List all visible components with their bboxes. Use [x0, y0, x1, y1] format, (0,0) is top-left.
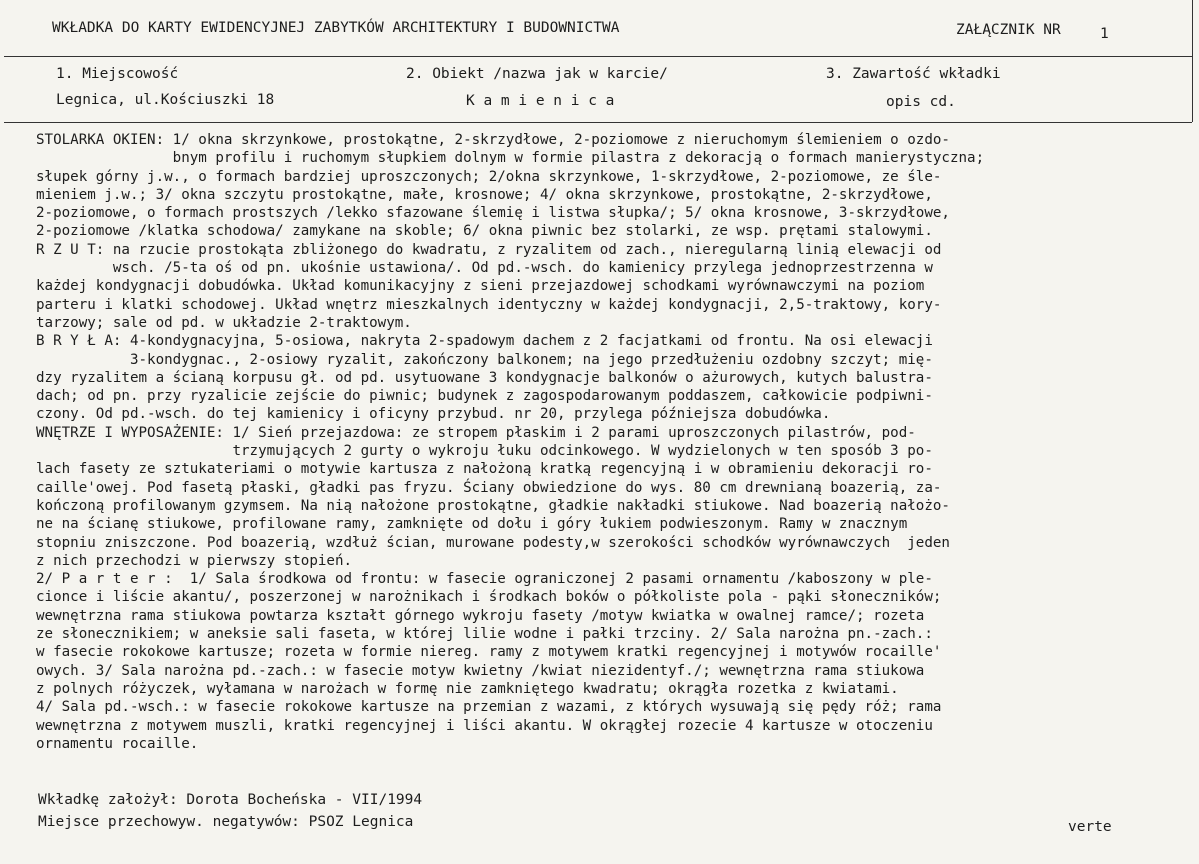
content-label: 3. Zawartość wkładki: [826, 66, 1001, 82]
wnetrze-line: z nich przechodzi w pierwszy stopień.: [36, 552, 353, 569]
header-divider-bottom: [4, 122, 1192, 123]
bryla-line: dzy ryzalitem a ścianą korpusu gł. od pd. usytuowane 3 kondygnacje balkonów o ażurowych, kutych balustra-: [36, 369, 933, 386]
description-body: [36, 131, 1146, 753]
author-note: Wkładkę założył: Dorota Bocheńska - VII/1994: [38, 792, 423, 808]
wnetrze-line: ze słonecznikiem; w aneksie sali faseta, w której lilie wodne i pałki trzciny. 2/ Sala narożna pn.-zach.:: [36, 626, 933, 643]
wnetrze-line: kończoną profilowanym gzymsem. Na nią nałożone prostokątne, gładkie nakładki stiukowe. Nad boazerią nałożo-: [36, 497, 950, 514]
wnetrze-line: w fasecie rokokowe kartusze; rozeta w formie niereg. ramy z motywem kratki regencyjnej i motywów rocaille': [36, 644, 942, 661]
header-divider-top: [4, 56, 1192, 57]
wnetrze-line: wewnętrzna z motywem muszli, kratki regencyjnej i liści akantu. W okrągłej rozecie 4 kartusze w otoczeniu: [36, 717, 933, 734]
wnetrze-line: cionce i liście akantu/, poszerzonej w narożnikach i środkach boków o półkoliste pola - pąki słoneczników;: [36, 589, 942, 606]
rzut-line: parteru i klatki schodowej. Układ wnętrz mieszkalnych identyczny w każdej kondygnacji, 2,5-traktowy, kory-: [36, 296, 942, 313]
rzut-line: wsch. /5-ta oś od pn. ukośnie ustawiona/. Od pd.-wsch. do kamienicy przylega jednoprzestrzenna w: [36, 260, 933, 277]
negatives-location: Miejsce przechowyw. negatywów: PSOZ Legnica: [38, 814, 414, 830]
stolarka-line: bnym profilu i ruchomym słupkiem dolnym w formie pilastra z dekoracją o formach manierystyczna;: [36, 150, 993, 167]
stolarka-line: słupek górny j.w., o formach bardziej uproszczonych; 2/okna skrzynkowe, 1-skrzydłowe, 2-poziomowe, ze śle-: [36, 168, 942, 185]
wnetrze-line: WNĘTRZE I WYPOSAŻENIE: 1/ Sień przejazdowa: ze stropem płaskim i 2 parami uproszczonych pilastrów, pod-: [36, 424, 916, 441]
bryla-line: dach; od pn. przy ryzalicie zejście do piwnic; budynek z zagospodarowanym poddaszem, całkowicie podpiwni-: [36, 388, 933, 405]
section-stolarka: [36, 131, 1146, 241]
object-label: 2. Obiekt /nazwa jak w karcie/: [406, 66, 668, 82]
verte-note: verte: [1068, 819, 1112, 835]
content-value: opis cd.: [886, 94, 956, 110]
section-wnetrze: [36, 424, 1146, 753]
stolarka-line: 2-poziomowe, o formach prostszych /lekko sfazowane ślemię i listwa słupka/; 5/ okna krosnowe, 3-skrzydłowe,: [36, 205, 950, 222]
place-value: Legnica, ul.Kościuszki 18: [56, 92, 275, 108]
stolarka-line: mieniem j.w.; 3/ okna szczytu prostokątne, małe, krosnowe; 4/ okna skrzynkowe, prostokątne, 2-skrzydłowe,: [36, 186, 933, 203]
section-bryla: [36, 332, 1146, 423]
wnetrze-line: caille'owej. Pod fasetą płaski, gładki pas fryzu. Ściany obwiedzione do wys. 80 cm drewnianą boazerią, za-: [36, 479, 942, 496]
bryla-line: B R Y Ł A: 4-kondygnacyjna, 5-osiowa, nakryta 2-spadowym dachem z 2 facjatkami od frontu. Na osi elewacji: [36, 333, 933, 350]
bryla-line: czony. Od pd.-wsch. do tej kamienicy i oficyny przybud. nr 20, przylega późniejsza dobudówka.: [36, 406, 831, 423]
rzut-line: R Z U T: na rzucie prostokąta zbliżonego do kwadratu, z ryzalitem od zach., nieregularną linią elewacji od: [36, 241, 942, 258]
rzut-line: każdej kondygnacji dobudówka. Układ komunikacyjny z sieni przejazdowej schodkami wyrównawczymi na poziom: [36, 278, 925, 295]
wnetrze-line: 4/ Sala pd.-wsch.: w fasecie rokokowe kartusze na przemian z wazami, z których wysuwają się pędy róż; rama: [36, 699, 942, 716]
wnetrze-line: z polnych różyczek, wyłamana w narożach w formę nie zamkniętego kwadratu; okrągła rozetka z kwiatami.: [36, 680, 899, 697]
wnetrze-line: owych. 3/ Sala narożna pd.-zach.: w fasecie motyw kwietny /kwiat niezidentyf./; wewnętrzna rama stiukowa: [36, 662, 925, 679]
place-label: 1. Miejscowość: [56, 66, 179, 82]
wnetrze-line: wewnętrzna rama stiukowa powtarza kształt górnego wykroju fasety /motyw kwiatka w owalnej ramce/; rozeta: [36, 607, 925, 624]
wnetrze-line: lach fasety ze sztukateriami o motywie kartusza z nałożoną kratką regencyjną i w obramieniu dekoracji ro-: [36, 461, 933, 478]
section-rzut: [36, 241, 1146, 332]
wnetrze-line: ornamentu rocaille.: [36, 735, 199, 752]
document-title: WKŁADKA DO KARTY EWIDENCYJNEJ ZABYTKÓW ARCHITEKTURY I BUDOWNICTWA: [52, 20, 620, 36]
bryla-line: 3-kondygnac., 2-osiowy ryzalit, zakończony balkonem; na jego przedłużeniu ozdobny szczyt; mię-: [36, 351, 933, 368]
stolarka-line: STOLARKA OKIEN: 1/ okna skrzynkowe, prostokątne, 2-skrzydłowe, 2-poziomowe z nieruchomym ślemieniem o ozdo-: [36, 132, 950, 148]
header-right-border: [1192, 0, 1193, 122]
wnetrze-line: 2/ P a r t e r : 1/ Sala środkowa od frontu: w fasecie ograniczonej 2 pasami ornamentu /kaboszony w ple-: [36, 571, 933, 588]
object-value: K a m i e n i c a: [466, 93, 615, 109]
attachment-number: 1: [1100, 26, 1109, 42]
stolarka-line: 2-poziomowe /klatka schodowa/ zamykane na skoble; 6/ okna piwnic bez stolarki, ze wsp. prętami stalowymi.: [36, 223, 933, 240]
wnetrze-line: trzymujących 2 gurty o wykroju łuku odcinkowego. W wydzielonych w ten sposób 3 po-: [36, 443, 933, 460]
attachment-label: ZAŁĄCZNIK NR: [956, 22, 1061, 38]
wnetrze-line: ne na ścianę stiukowe, profilowane ramy, zamknięte od dołu i góry łukiem podwieszonym. Ramy w znacznym: [36, 516, 908, 533]
wnetrze-line: stopniu zniszczone. Pod boazerią, wzdłuż ścian, murowane podesty,w szerokości schodków wyrównawczych jeden: [36, 534, 950, 551]
rzut-line: tarzowy; sale od pd. w układzie 2-traktowym.: [36, 314, 412, 331]
